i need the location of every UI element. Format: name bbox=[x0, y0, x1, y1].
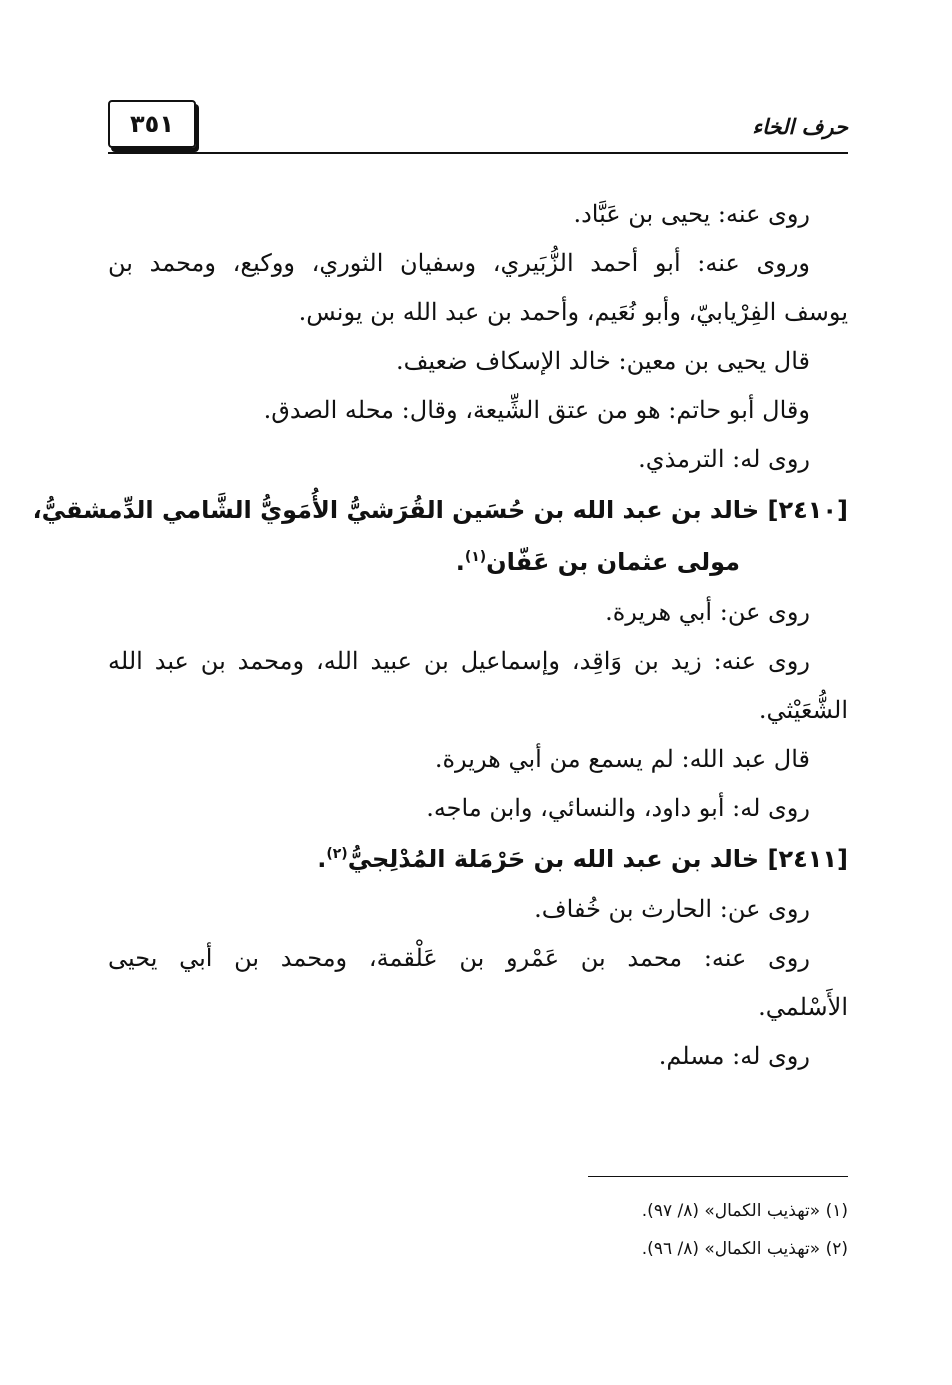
entry-heading-2410-cont bbox=[108, 536, 848, 588]
text-line: روى له: مسلم. bbox=[658, 1042, 810, 1070]
text-line: قال عبد الله: لم يسمع من أبي هريرة. bbox=[434, 745, 810, 773]
footnote-separator bbox=[588, 1176, 848, 1177]
header-rule bbox=[108, 152, 848, 154]
entry-heading-2410: [٢٤١٠] خالد بن عبد الله بن حُسَين القُرَشيُّ الأُمَويُّ الشَّامي الدِّمشقيُّ، bbox=[32, 496, 848, 524]
text-line: روى له: الترمذي. bbox=[638, 445, 810, 473]
text-line: وقال أبو حاتم: هو من عتق الشِّيعة، وقال: محله الصدق. bbox=[263, 396, 810, 424]
running-title: حرف الخاء bbox=[752, 114, 848, 139]
entry-heading-text: [٢٤١١] خالد بن عبد الله بن حَرْمَلة المُدْلِجيُّ bbox=[347, 845, 848, 873]
entry-heading-end: . bbox=[455, 548, 465, 576]
main-text bbox=[32, 190, 848, 1081]
text-line: قال يحيى بن معين: خالد الإسكاف ضعيف. bbox=[395, 347, 810, 375]
footnote-marker: (٢) bbox=[326, 846, 348, 862]
footnote-marker: (١) bbox=[464, 549, 487, 565]
text-line: روى عن: الحارث بن خُفاف. bbox=[534, 895, 810, 923]
footnote-2: (٢) «تهذيب الكمال» (٨/ ٩٦). bbox=[641, 1239, 848, 1259]
entry-heading-end: . bbox=[317, 845, 327, 873]
text-line: روى عنه: محمد بن عَمْرو بن عَلْقمة، ومحمد بن أبي يحيى bbox=[108, 944, 810, 972]
entry-heading-text: مولى عثمان بن عَفّان bbox=[486, 548, 740, 576]
text-line: وروى عنه: أبو أحمد الزُّبَيري، وسفيان الثوري، ووكيع، ومحمد بن bbox=[108, 249, 810, 277]
text-line: الشُّعَيْثي. bbox=[758, 696, 848, 724]
text-line: روى عن: أبي هريرة. bbox=[605, 598, 810, 626]
page-number: ٣٥١ bbox=[130, 110, 174, 138]
page-number-box bbox=[108, 100, 196, 148]
footnotes bbox=[248, 1192, 848, 1268]
text-line: الأَسْلمي. bbox=[758, 993, 848, 1021]
text-line: روى عنه: زيد بن وَاقِد، وإسماعيل بن عبيد الله، ومحمد بن عبد الله bbox=[108, 647, 810, 675]
text-line: روى له: أبو داود، والنسائي، وابن ماجه. bbox=[426, 794, 810, 822]
text-line: يوسف الفِرْيابيّ، وأبو نُعَيم، وأحمد بن عبد الله بن يونس. bbox=[298, 298, 848, 326]
entry-heading-2411 bbox=[108, 833, 848, 885]
text-line: روى عنه: يحيى بن عَبَّاد. bbox=[573, 200, 810, 228]
page-header bbox=[108, 100, 848, 154]
footnote-1: (١) «تهذيب الكمال» (٨/ ٩٧). bbox=[641, 1201, 848, 1221]
